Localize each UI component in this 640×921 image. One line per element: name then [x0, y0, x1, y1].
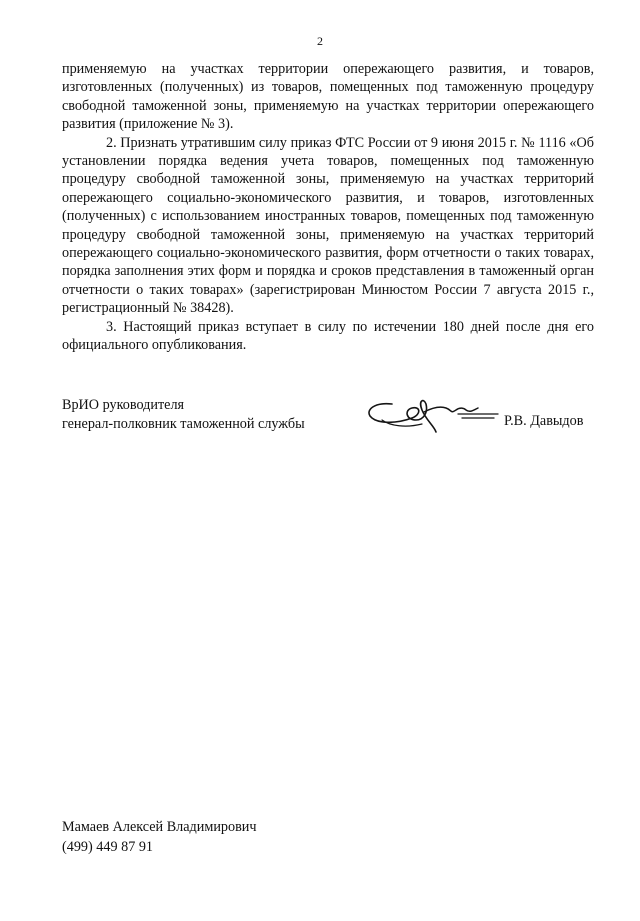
contact-name: Мамаев Алексей Владимирович: [62, 819, 257, 835]
signatory-position: [62, 396, 305, 434]
contact-block: [62, 818, 257, 857]
signatory-name: Р.В. Давыдов: [504, 413, 584, 429]
paragraph-continuation: применяемую на участках территории опережающего развития, и товаров, изготовленных (полученных) из товаров, помещенных под таможенную процедуру свободной таможенной зоны, применяемую на участках территории опережающего развития (приложение № 3).: [62, 61, 594, 133]
contact-phone: (499) 449 87 91: [62, 838, 154, 855]
paragraph-item-3: 3. Настоящий приказ вступает в силу по истечении 180 дней после дня его официального опубликования.: [62, 318, 594, 354]
handwritten-signature: [362, 396, 502, 436]
position-line-1: ВрИО руководителя: [62, 397, 185, 413]
page-number: 2: [317, 34, 323, 48]
position-line-2: генерал-полковник таможенной службы: [62, 416, 305, 432]
document-body: [62, 60, 594, 355]
paragraph-item-2: 2. Признать утратившим силу приказ ФТС России от 9 июня 2015 г. № 1116 «Об установлении порядка ведения учета товаров, помещенных под таможенную процедуру свободной таможенной зоны, применяемую на участках территорий опережающего социально-экономического развития, и товаров, изготовленных (полученных) с использованием иностранных товаров, помещенных под таможенную процедуру свободной таможенной зоны, применяемую на участках территорий опережающего социально-экономического развития, форм отчетности о таких товарах, порядка заполнения этих форм и порядка и сроков представления в таможенный орган отчетности о таких товарах» (зарегистрирован Минюстом России 7 августа 2015 г., регистрационный № 38428).: [62, 134, 594, 317]
